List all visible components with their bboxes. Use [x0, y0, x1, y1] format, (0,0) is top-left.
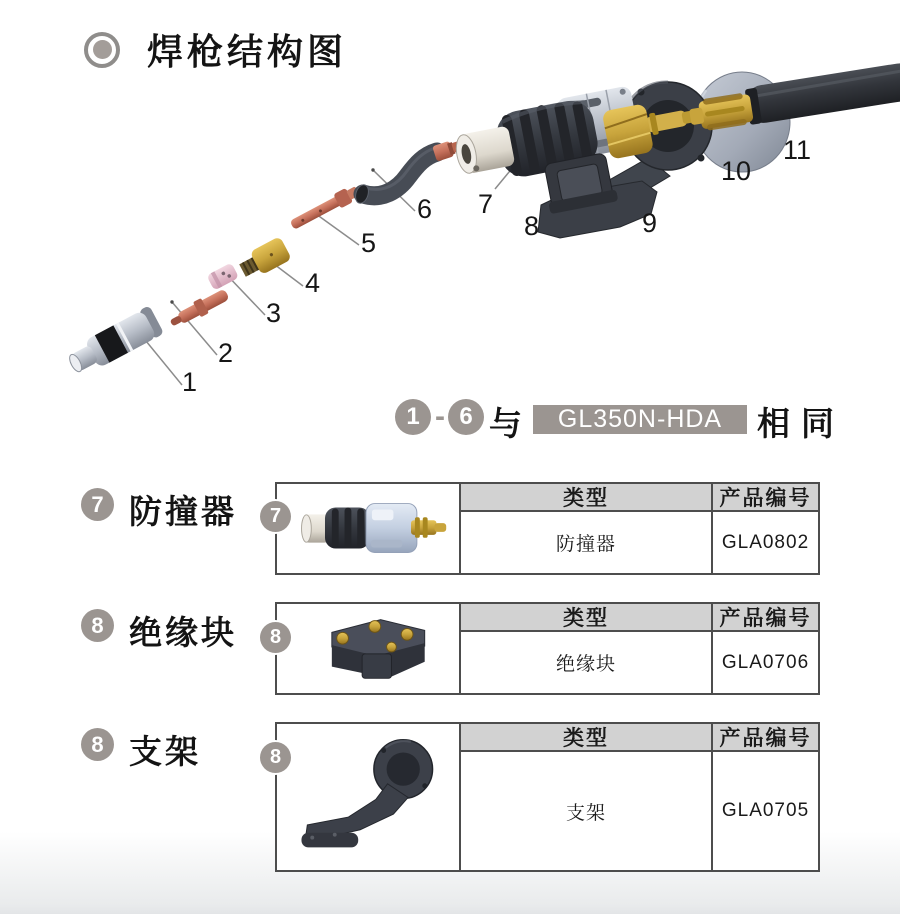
part-tip-holder [206, 262, 239, 290]
col-header-code: 产品编号 [711, 724, 818, 752]
product-image-cell [277, 484, 461, 573]
box-badge-8b: 8 [260, 742, 291, 773]
box-badge-7: 7 [260, 501, 291, 532]
product-image-cell [277, 604, 461, 693]
col-header-code: 产品编号 [711, 484, 818, 512]
cell-code: GLA0705 [711, 752, 818, 870]
part-number-7: 7 [478, 189, 494, 219]
product-box-bracket [269, 722, 820, 872]
col-header-code: 产品编号 [711, 604, 818, 632]
section-badge-7: 7 [81, 488, 114, 521]
section-label-bracket: 支架 [129, 733, 201, 770]
part-cable [687, 61, 900, 134]
cell-type: 绝缘块 [555, 654, 616, 675]
part-gas-diffuser [236, 236, 291, 282]
note-dash: - [435, 400, 445, 433]
part-number-11: 11 [783, 135, 812, 165]
box-badge-8a: 8 [260, 622, 291, 653]
part-number-6: 6 [417, 194, 433, 224]
part-conductor-tube [288, 184, 361, 233]
anti-collision-device-image [278, 485, 458, 572]
part-goose-neck [353, 138, 463, 205]
compatibility-note [0, 396, 900, 440]
part-number-4: 4 [305, 268, 321, 298]
cell-type: 支架 [565, 802, 606, 824]
part-number-10: 10 [721, 156, 752, 186]
cell-code: GLA0706 [711, 632, 818, 693]
col-header-type: 类型 [461, 724, 711, 752]
part-number-9: 9 [642, 208, 658, 238]
part-number-1: 1 [182, 367, 198, 395]
insulation-block-image [278, 605, 458, 692]
part-number-8: 8 [524, 211, 540, 241]
section-badge-8b: 8 [81, 728, 114, 761]
section-badge-8a: 8 [81, 609, 114, 642]
part-number-5: 5 [361, 228, 377, 258]
product-image-cell [277, 724, 461, 870]
bracket-image [278, 725, 458, 869]
note-badge-start: 1 [395, 399, 431, 435]
product-box-insulation [269, 602, 820, 695]
note-model-tag: GL350N-HDA [533, 405, 747, 434]
cell-type: 防撞器 [555, 534, 616, 555]
part-number-3: 3 [266, 298, 282, 328]
product-box-anti-collision [269, 482, 820, 575]
note-suffix: 相同 [757, 405, 845, 442]
welding-gun-exploded-diagram [0, 0, 900, 395]
note-badge-end: 6 [448, 399, 484, 435]
page-title: 焊枪结构图 [147, 31, 348, 72]
part-nozzle [64, 305, 164, 379]
section-label-anti-collision: 防撞器 [129, 493, 237, 530]
cell-code: GLA0802 [711, 512, 818, 573]
col-header-type: 类型 [461, 604, 711, 632]
part-number-2: 2 [218, 338, 234, 368]
col-header-type: 类型 [461, 484, 711, 512]
note-conjunction: 与 [489, 405, 522, 442]
section-label-insulation: 绝缘块 [129, 614, 237, 651]
